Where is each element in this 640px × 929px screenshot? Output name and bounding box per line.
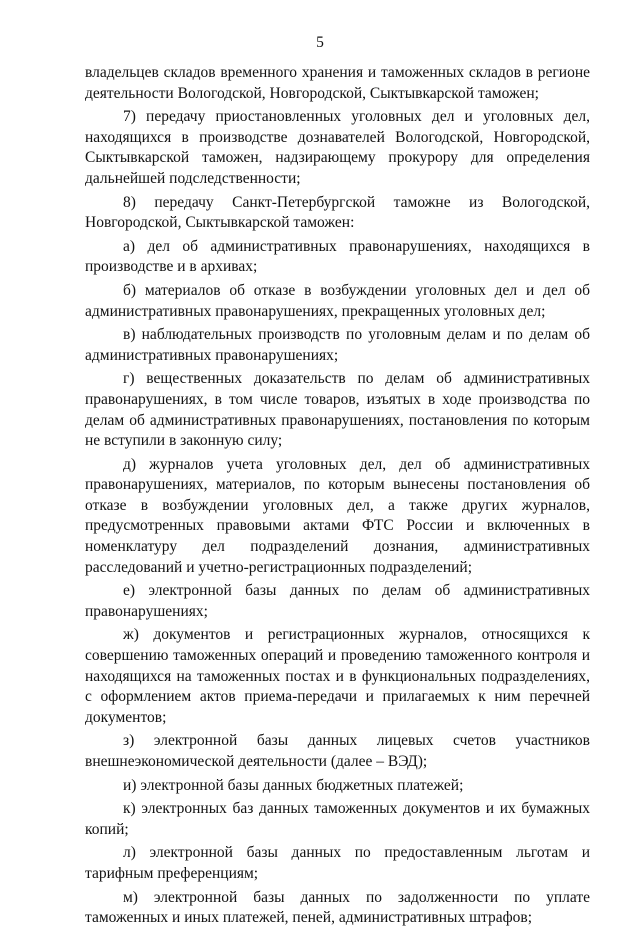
subitem-k: к) электронных баз данных таможенных документов и их бумажных копий; [85, 800, 590, 838]
subitem-g: г) вещественных доказательств по делам об административных правонарушениях, в том числе товаров, изъятых в ходе производства по делам об административных правонарушениях, постановления по которым не вступили в законную силу; [85, 370, 590, 450]
paragraph-item-8: 8) передачу Санкт-Петербургской таможне из Вологодской, Новгородской, Сыктывкарской таможен: [85, 193, 590, 232]
subitem-zh: ж) документов и регистрационных журналов, относящихся к совершению таможенных операций и проведению таможенного контроля и находящихся на таможенных постах и в функциональных подразделениях, с оформлением актов приема-передачи и прилагаемых к ним перечней документов; [85, 626, 590, 726]
subitem-i: и) электронной базы данных бюджетных платежей; [123, 776, 464, 794]
document-body [85, 63, 590, 929]
paragraph-item-7: 7) передачу приостановленных уголовных дел и уголовных дел, находящихся в производстве дознавателей Вологодской, Новгородской, Сыктывкарской таможен, надзирающему прокурору для определения дальнейшей подследственности; [85, 108, 590, 187]
subitem-l: л) электронной базы данных по предоставленным льготам и тарифным преференциям; [85, 844, 590, 882]
paragraph-continuation: владельцев складов временного хранения и таможенных складов в регионе деятельности Вологодской, Новгородской, Сыктывкарской таможен; [85, 64, 590, 102]
subitem-b: б) материалов об отказе в возбуждении уголовных дел и дел об административных правонарушениях, прекращенных уголовных дел; [85, 281, 590, 320]
page-number: 5 [316, 34, 324, 51]
subitem-m: м) электронной базы данных по задолженности по уплате таможенных и иных платежей, пеней, административных штрафов; [85, 888, 590, 927]
subitem-d: д) журналов учета уголовных дел, дел об административных правонарушениях, материалов, по которым вынесены постановления об отказе в возбуждении уголовных дел, а также других журналов, предусмотренных правовыми актами ФТС России и включенных в номенклатуру дел подразделений дознания, административных расследований и учетно-регистрационных подразделений; [85, 455, 590, 576]
subitem-a: а) дел об административных правонарушениях, находящихся в производстве и в архивах; [85, 237, 590, 276]
subitem-v: в) наблюдательных производств по уголовным делам и по делам об административных правонарушениях; [85, 326, 590, 364]
subitem-e: е) электронной базы данных по делам об административных правонарушениях; [85, 582, 590, 620]
subitem-z: з) электронной базы данных лицевых счетов участников внешнеэкономической деятельности (далее – ВЭД); [85, 732, 590, 770]
